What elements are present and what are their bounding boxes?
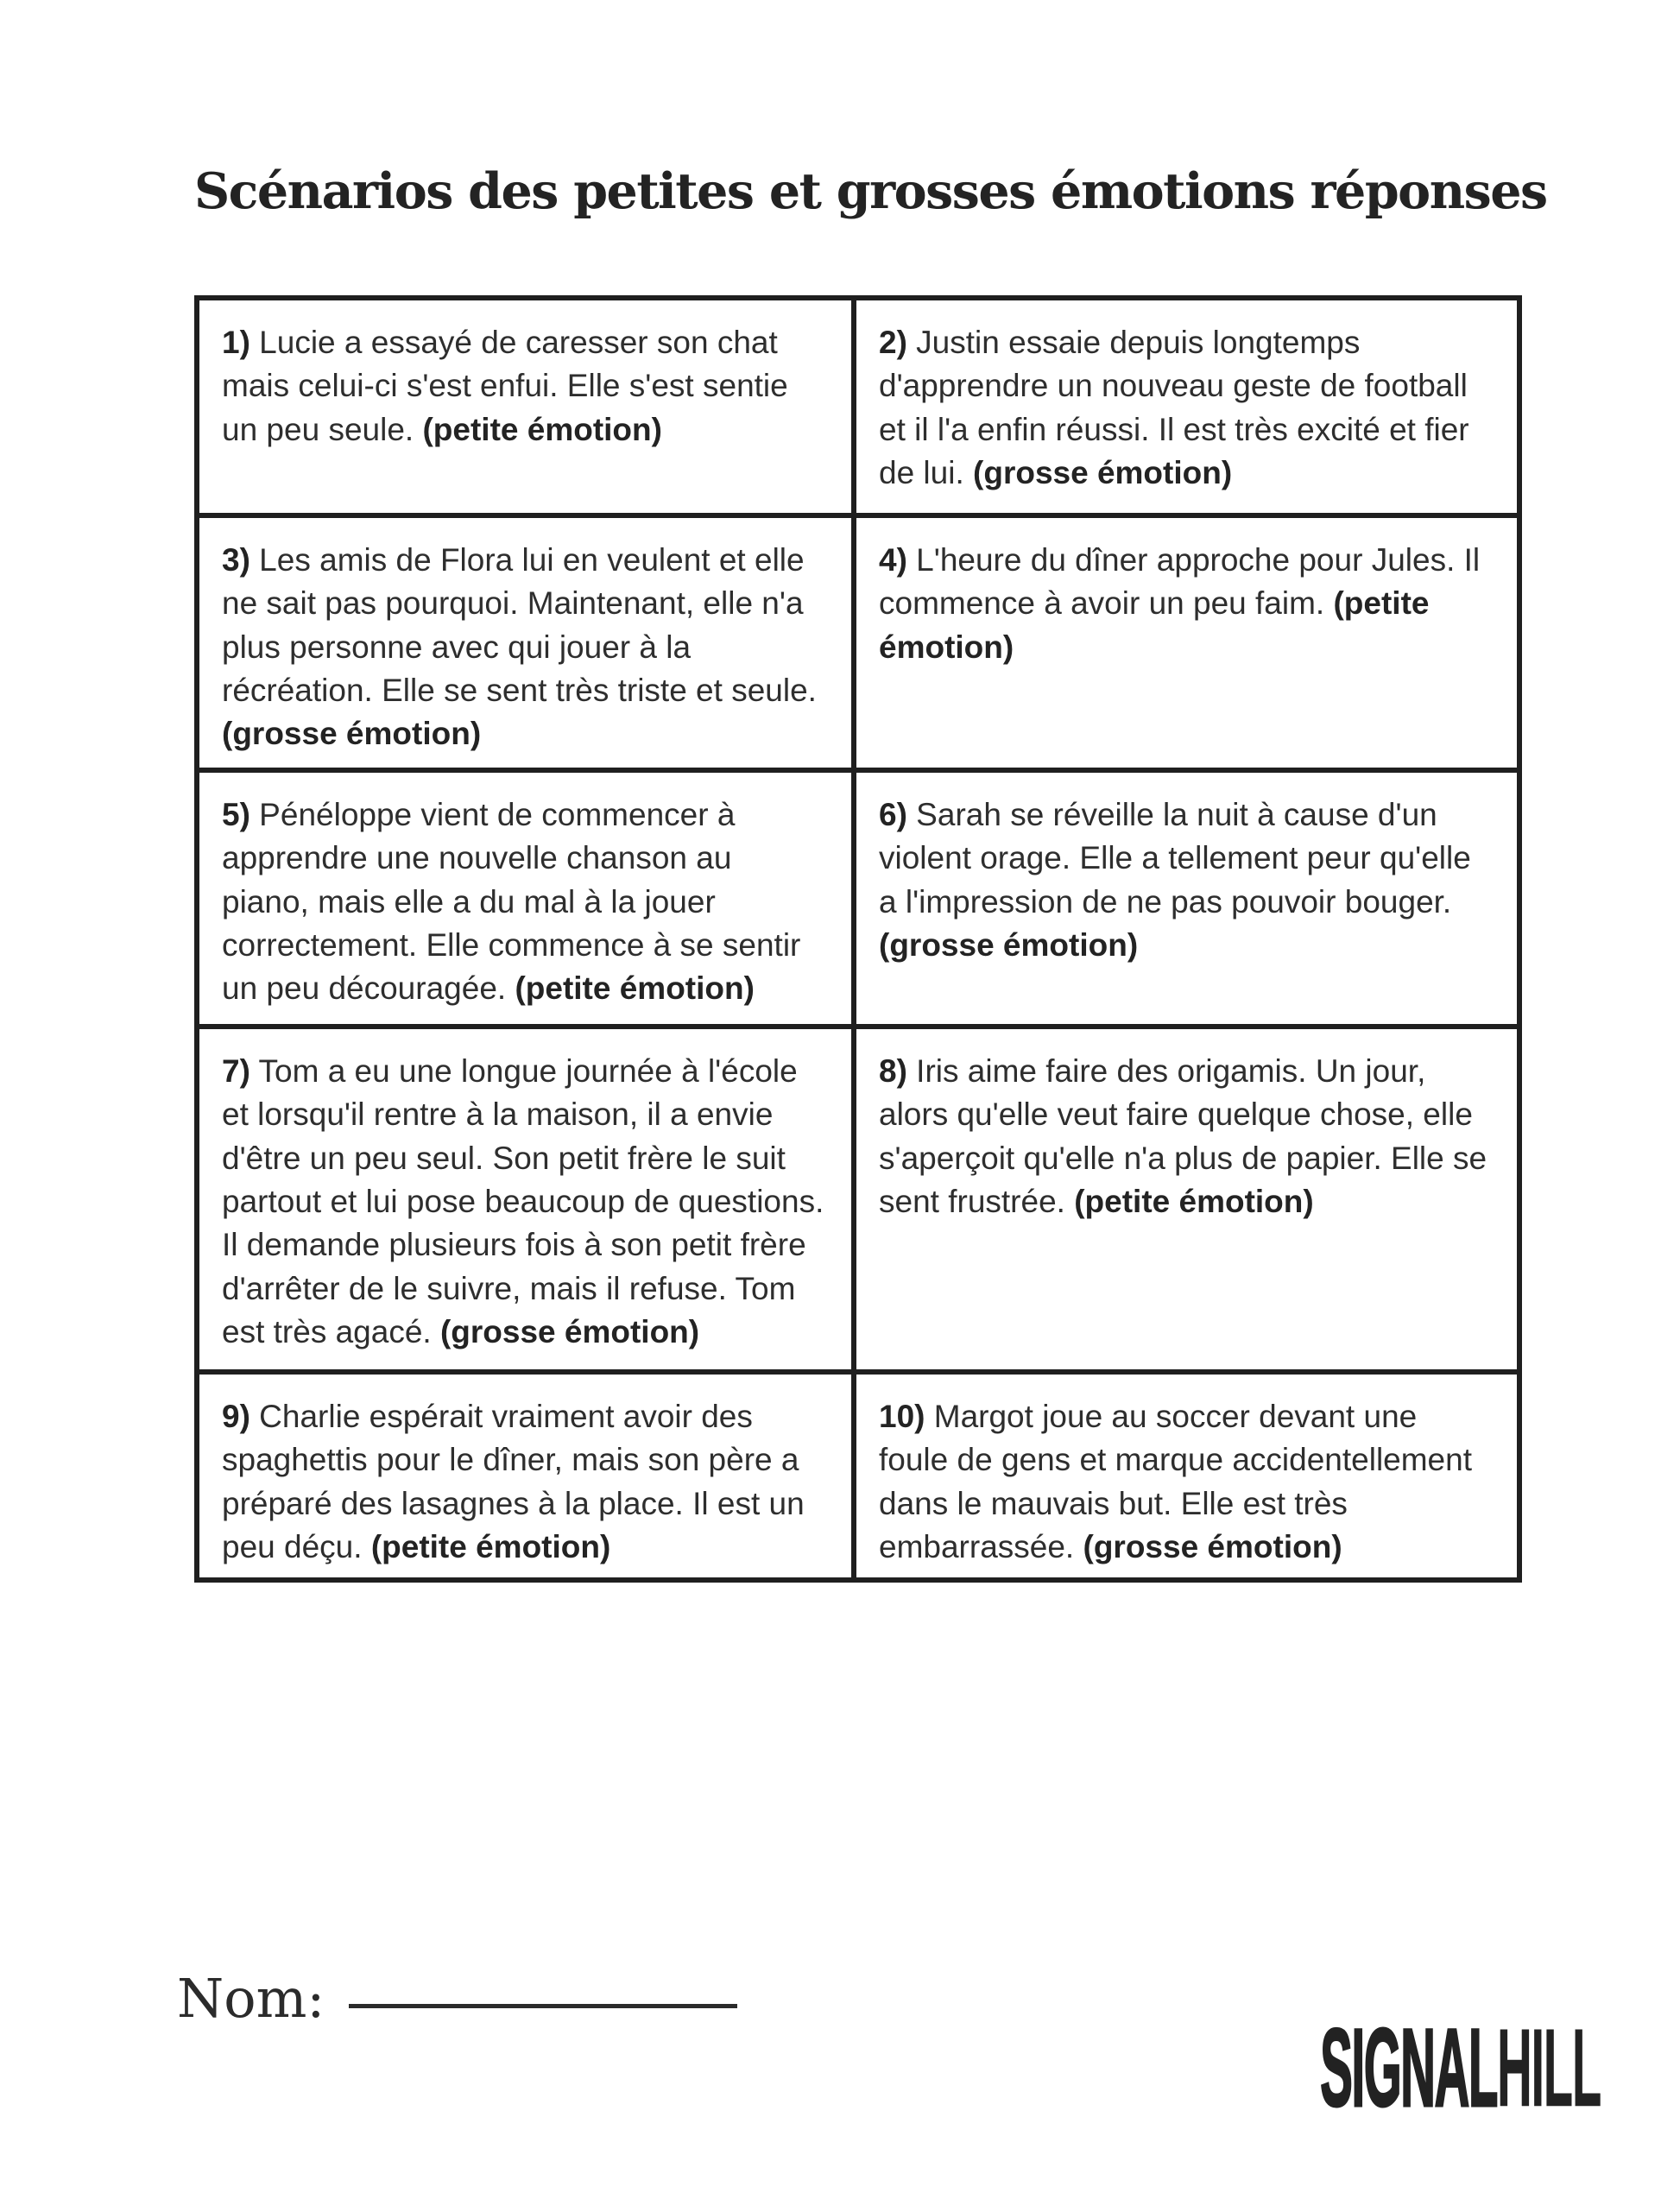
scenario-number: 10) [879,1399,925,1434]
scenario-number: 8) [879,1053,907,1089]
emotion-answer: (grosse émotion) [222,716,482,752]
scenario-cell-7 [199,1029,851,1369]
scenario-text: Les amis de Flora lui en veulent et elle ne sait pas pourquoi. Maintenant, elle n'a plus personne avec qui jouer à la récréation. Elle se sent très triste et seule. [222,542,817,708]
emotion-answer: (grosse émotion) [879,926,1139,963]
name-blank-line [349,2004,737,2008]
name-label: Nom: [177,1967,325,2030]
scenario-number: 9) [222,1399,250,1434]
scenario-cell-9 [199,1375,851,1577]
logo-text-hill: HILL [1497,2007,1601,2130]
scenario-cell-4 [856,518,1517,768]
emotion-answer: (grosse émotion) [973,454,1233,490]
name-field-row [177,1967,737,2030]
scenario-cell-6 [856,773,1517,1024]
scenario-number: 1) [222,325,250,360]
scenario-text: Iris aime faire des origamis. Un jour, alors qu'elle veut faire quelque chose, elle s'aperçoit qu'elle n'a plus de papier. Elle se sent frustrée. [879,1053,1487,1219]
scenario-text: Charlie espérait vraiment avoir des spaghettis pour le dîner, mais son père a préparé des lasagnes à la place. Il est un peu déçu. [222,1399,805,1564]
scenario-cell-8 [856,1029,1517,1369]
scenario-text: Sarah se réveille la nuit à cause d'un violent orage. Elle a tellement peur qu'elle a l'impression de ne pas pouvoir bouger. [879,797,1471,920]
scenario-text: Pénéloppe vient de commencer à apprendre une nouvelle chanson au piano, mais elle a du mal à la jouer correctement. Elle commence à se sentir un peu découragée. [222,797,801,1007]
scenario-cell-2 [856,300,1517,513]
logo-text-signal: SIGNAL [1320,2007,1498,2130]
emotion-answer: (grosse émotion) [439,1313,700,1349]
emotion-answer: (petite émotion) [422,411,662,447]
emotion-answer: (petite émotion) [515,970,755,1007]
scenario-number: 4) [879,542,907,578]
emotion-answer: (petite émotion) [879,585,1430,665]
scenario-number: 7) [222,1053,250,1089]
emotion-answer: (petite émotion) [1074,1183,1314,1219]
scenario-number: 2) [879,325,907,360]
page-title: Scénarios des petites et grosses émotions réponses [194,162,1547,220]
scenario-text: Tom a eu une longue journée à l'école et lorsqu'il rentre à la maison, il a envie d'être un peu seul. Son petit frère le suit partout et lui pose beaucoup de questions. Il demande plusieurs fois à son petit frère d'arrêter de le suivre, mais il refuse. Tom est très agacé. [222,1053,824,1349]
emotion-answer: (petite émotion) [370,1528,611,1564]
signalhill-logo [1320,2007,1601,2130]
emotion-answer: (grosse émotion) [1083,1528,1342,1564]
scenario-text: Margot joue au soccer devant une foule de gens et marque accidentellement dans le mauvais but. Elle est très embarrassée. [879,1399,1472,1564]
scenario-number: 6) [879,797,907,832]
scenario-number: 3) [222,542,250,578]
scenario-cell-5 [199,773,851,1024]
scenario-number: 5) [222,797,250,832]
scenario-cell-1 [199,300,851,513]
scenario-cell-3 [199,518,851,768]
scenario-table [194,295,1522,1583]
scenario-text: L'heure du dîner approche pour Jules. Il commence à avoir un peu faim. [879,542,1481,622]
scenario-cell-10 [856,1375,1517,1577]
scenario-text: Lucie a essayé de caresser son chat mais celui-ci s'est enfui. Elle s'est sentie un peu seule. [222,325,788,447]
scenario-text: Justin essaie depuis longtemps d'apprendre un nouveau geste de football et il l'a enfin réussi. Il est très excité et fier de lui. [879,325,1469,490]
